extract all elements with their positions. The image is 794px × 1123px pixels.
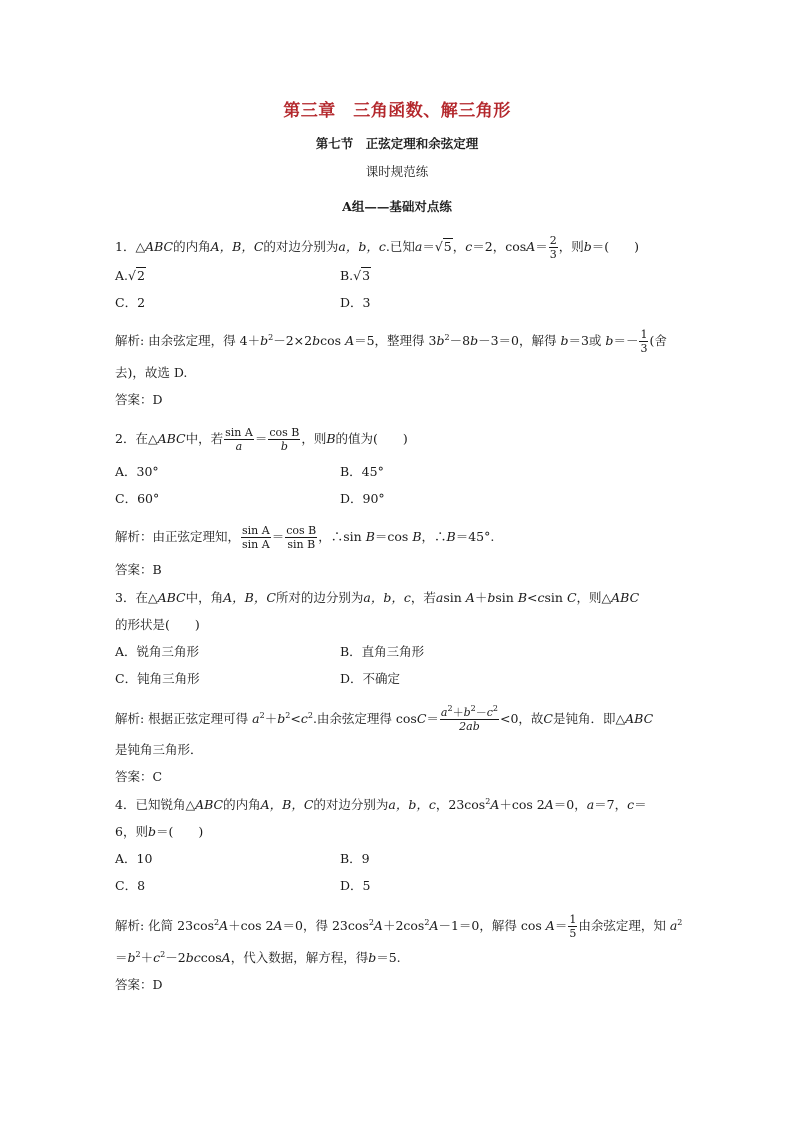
q3-option-b: B．直角三角形 — [340, 644, 425, 659]
q1-solution-line2: 去)，故选 D. — [115, 365, 188, 380]
q4-option-b: B．9 — [340, 851, 370, 866]
fraction-cosine-law: $\frac{a^2+b^2-c^2}{2ab}$ — [440, 704, 498, 733]
q4-option-d: D．5 — [340, 878, 371, 893]
q4-stem-line1: 4．已知锐角△ABC的内角A，B，C的对边分别为a，b，c，$23\cos^2A+\cos$ 2A＝0，a＝7，c＝ — [115, 797, 647, 812]
q4-solution-line2: $=b^2+c^2-2bccosA$，代入数据，解方程，得b＝5. — [115, 950, 401, 965]
q2-option-c: C．60° — [115, 491, 160, 506]
q4-option-c: C．8 — [115, 878, 146, 893]
q2-option-d: D．90° — [340, 491, 385, 506]
q4-solution-line1: 解析: 化简 $23\cos^2A+\cos$ 2A＝0，得 $23\cos^2A+2\cos^2A-1=0$，解得 cos A＝ $\frac{1}{5}$ 由余弦定理，知 $a^2$ — [115, 913, 683, 940]
chapter-title: 第三章 三角函数、解三角形 — [283, 101, 511, 121]
q3-answer: 答案：C — [115, 769, 163, 784]
q1-solution-line1: 解析: 由余弦定理，得 $4+b^2-2\times 2bcos$ A＝5，整理得 $3b^2-8b-3=0$，解得 b＝3或 b＝－ $\frac{1}{3}$ (舍 — [115, 328, 667, 355]
q1-option-d: D．3 — [340, 295, 371, 310]
q1-option-b: B.√3 — [340, 268, 371, 283]
section-title: 第七节 正弦定理和余弦定理 — [315, 136, 479, 151]
fraction-1-5: $\frac{1}{5}$ — [569, 913, 577, 940]
fraction-cosB-b: $\frac{\text{cos B}}{b}$ — [269, 426, 300, 453]
q4-answer: 答案：D — [115, 977, 163, 992]
q1-answer: 答案：D — [115, 392, 163, 407]
q2-option-a: A．30° — [115, 464, 159, 479]
q2-answer: 答案：B — [115, 562, 162, 577]
q2-stem: 2．在△ABC中，若 $\frac{\text{sin A}}{a}$ ＝ $\frac{\text{cos B}}{b}$ ，则B的值为( ) — [115, 426, 408, 453]
q3-solution-line1: 解析: 根据正弦定理可得 $a^2+b^2<c^2$.由余弦定理得 cosC＝ $\frac{a^2+b^2-c^2}{2ab}$ <0，故C是钝角．即△ABC — [115, 704, 654, 733]
q3-option-c: C．钝角三角形 — [115, 671, 200, 686]
q3-stem-line1: 3．在△ABC中，角A，B，C所对的边分别为a，b，c，若asin A＋bsin B<csin C，则△ABC — [115, 590, 640, 605]
q1-option-c: C．2 — [115, 295, 146, 310]
q4-option-a: A．10 — [115, 851, 153, 866]
fraction-1-3: $\frac{1}{3}$ — [640, 328, 648, 355]
q3-stem-line2: 的形状是( ) — [115, 617, 200, 632]
q3-option-a: A．锐角三角形 — [115, 644, 200, 659]
q1-stem: 1．△ABC的内角A，B，C的对边分别为a，b，c.已知a＝√5，c＝2，cosA＝ $\frac{2}{3}$ ，则b＝( ) — [115, 234, 640, 261]
q4-stem-line2: 6，则b＝( ) — [115, 824, 204, 839]
q2-option-b: B．45° — [340, 464, 384, 479]
q3-solution-line2: 是钝角三角形． — [115, 742, 203, 757]
worksheet-subtitle: 课时规范练 — [365, 164, 429, 179]
q3-option-d: D．不确定 — [340, 671, 401, 686]
fraction-sinA-a: $\frac{\text{sin A}}{a}$ — [225, 426, 253, 453]
fraction-sinA-sinA: $\frac{\text{sin A}}{\text{sin A}}$ — [242, 524, 270, 551]
fraction-2-3: $\frac{2}{3}$ — [549, 234, 557, 261]
q1-option-a: A.√2 — [115, 268, 145, 283]
q2-solution: 解析：由正弦定理知， $\frac{\text{sin A}}{\text{sin A}}$ ＝ $\frac{\text{cos B}}{\text{sin B}}$ ，∴sin B＝cos B，∴B＝45°. — [115, 524, 495, 551]
group-heading: A组——基础对点练 — [342, 199, 452, 214]
fraction-cosB-sinB: $\frac{\text{cos B}}{\text{sin B}}$ — [286, 524, 317, 551]
